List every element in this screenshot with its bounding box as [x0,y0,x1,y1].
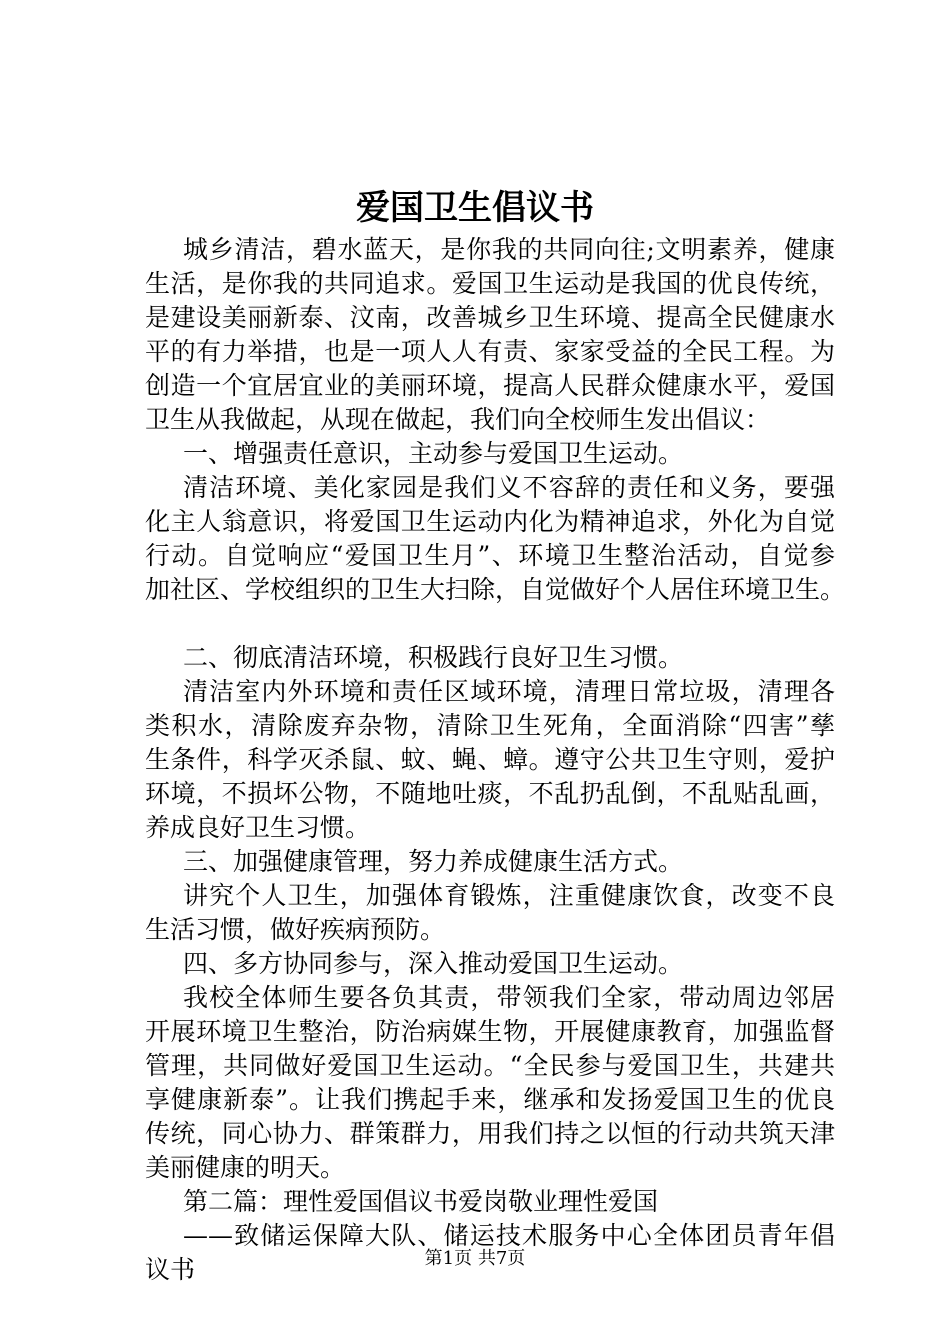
text-line: 享健康新泰”。让我们携起手来，继承和发扬爱国卫生的优良 [145,1085,835,1114]
text-line: 平的有力举措，也是一项人人有责、家家受益的全民工程。为 [145,337,835,366]
section-heading-2: 二、彻底清洁环境，积极践行良好卫生习惯。 [183,643,684,672]
text-line: 生活习惯，做好疾病预防。 [145,915,446,944]
text-line: 行动。自觉响应“爱国卫生月”、环境卫生整治活动，自觉参 [145,541,835,570]
section-heading-3: 三、加强健康管理，努力养成健康生活方式。 [183,847,684,876]
text-line: 管理，共同做好爱国卫生运动。“全民参与爱国卫生，共建共 [145,1051,835,1080]
page-footer: 第1页 共7页 [424,1248,526,1269]
text-line: 我校全体师生要各负其责，带领我们全家，带动周边邻居 [183,983,835,1012]
document-title: 爱国卫生倡议书 [356,188,594,228]
text-line: ——致储运保障大队、储运技术服务中心全体团员青年倡 [183,1221,835,1250]
text-line: 开展环境卫生整治，防治病媒生物，开展健康教育，加强监督 [145,1017,835,1046]
document-body [145,233,846,1287]
text-line: 创造一个宜居宜业的美丽环境，提高人民群众健康水平，爱国 [145,371,835,400]
text-line: 是建设美丽新泰、汶南，改善城乡卫生环境、提高全民健康水 [145,303,835,332]
section-heading-1: 一、增强责任意识，主动参与爱国卫生运动。 [183,439,684,468]
text-line: 城乡清洁，碧水蓝天，是你我的共同向往;文明素养，健康 [183,235,835,264]
text-line: 讲究个人卫生，加强体育锻炼，注重健康饮食，改变不良 [183,881,835,910]
text-line: 美丽健康的明天。 [145,1153,346,1182]
blank-line [145,607,835,641]
text-line: 加社区、学校组织的卫生大扫除，自觉做好个人居住环境卫生。 [145,575,846,604]
text-line: 生活，是你我的共同追求。爱国卫生运动是我国的优良传统， [145,269,835,298]
text-line: 传统，同心协力、群策群力，用我们持之以恒的行动共筑天津 [145,1119,835,1148]
text-line: 化主人翁意识，将爱国卫生运动内化为精神追求，外化为自觉 [145,507,835,536]
text-line: 类积水，清除废弃杂物，清除卫生死角，全面消除“四害”孳 [145,711,835,740]
text-line: 清洁环境、美化家园是我们义不容辞的责任和义务，要强 [183,473,835,502]
text-line: 卫生从我做起，从现在做起，我们向全校师生发出倡议： [145,405,771,434]
section-heading-4: 四、多方协同参与，深入推动爱国卫生运动。 [183,949,684,978]
second-part-title: 第二篇：理性爱国倡议书爱岗敬业理性爱国 [183,1187,659,1216]
text-line: 生条件，科学灭杀鼠、蚊、蝇、蟑。遵守公共卫生守则，爱护 [145,745,835,774]
text-line: 养成良好卫生习惯。 [145,813,371,842]
text-line: 清洁室内外环境和责任区域环境，清理日常垃圾，清理各 [183,677,835,706]
text-line: 环境，不损坏公物，不随地吐痰，不乱扔乱倒，不乱贴乱画， [145,779,835,808]
text-line: 议书 [145,1255,196,1284]
